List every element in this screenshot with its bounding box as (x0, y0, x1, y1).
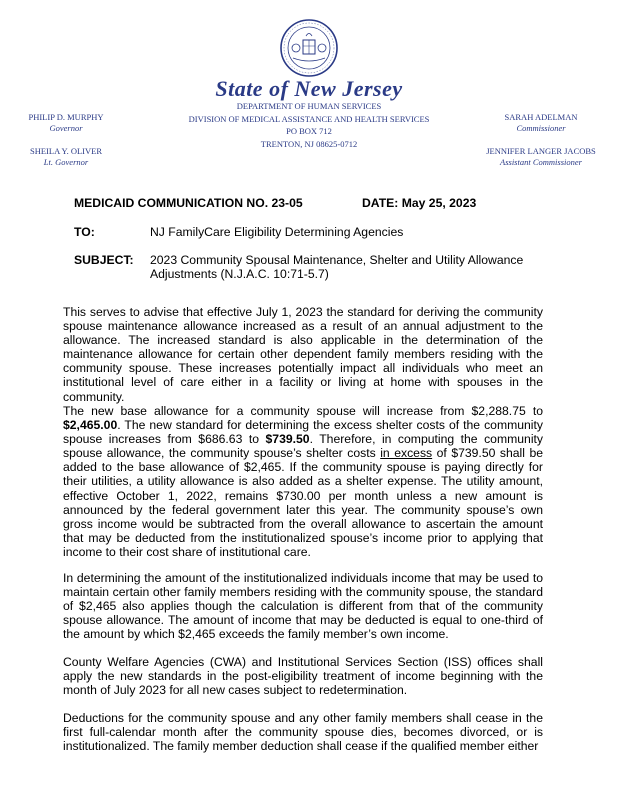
division-name: DIVISION OF MEDICAL ASSISTANCE AND HEALTH SERVICES (188, 113, 430, 124)
commissioner-name: SARAH ADELMAN (504, 112, 578, 122)
new-base-allowance: $2,465.00 (63, 418, 118, 433)
paragraph-1: This serves to advise that effective July 1, 2023 the standard for deriving the community spouse maintenance allowance increased as a result of an annual adjustment to the allowance. The increased standard is also applicable in the determination of the maintenance allowance for certain other dependent family members residing with the community spouse. These increases potentially impact all individuals who meet an institutional level of care either in a facility or living at home with spouses in the community. (63, 305, 543, 404)
to-value: NJ FamilyCare Eligibility Determining Agencies (150, 225, 404, 239)
governor-role: Governor (49, 123, 83, 133)
paragraph-2: The new base allowance for a community spouse will increase from $2,288.75 to $2,465.00. The new standard for determining the excess shelter costs of the community spouse increases from $686.63 to $739.50. Therefore, in computing the community spouse allowance, the community spouse’s shelter costs in excess of $739.50 shall be added to the base allowance of $2,465. If the community spouse is paying directly for their utilities, a utility allowance is also added as a shelter expense. The utility amount, effective October 1, 2022, remains $730.00 per month unless a new amount is announced by the federal government later this year. The community spouse’s own gross income would be subtracted from the overall allowance to ascertain the amount that may be deducted from the institutionalized spouse’s income prior to applying that income to their cost share of institutional care. (63, 404, 544, 559)
to-label: TO: (74, 225, 95, 239)
lt-governor-name: SHEILA Y. OLIVER (29, 146, 102, 156)
in-excess-text: in excess (380, 446, 433, 461)
po-box: PO BOX 712 (286, 126, 332, 137)
paragraph-3: In determining the amount of the institutionalized individuals income that may be used to maintain certain other family members residing with the community spouse, the standard of $2,465 also applies though the calculation is different from that of the community spouse allowance. The amount of income that may be deducted is equal to one-third of the amount by which $2,465 exceeds the family member’s own income. (63, 571, 543, 642)
paragraph-4: County Welfare Agencies (CWA) and Institutional Services Section (ISS) offices shall apply the new standards in the post-eligibility treatment of income beginning with the month of July 2023 for all new cases subject to redetermination. (63, 655, 543, 698)
subject-line-1: 2023 Community Spousal Maintenance, Shelter and Utility Allowance (150, 253, 524, 267)
governor-block (6, 112, 126, 168)
assistant-commissioner-role: Assistant Commissioner (500, 157, 582, 167)
state-name: State of New Jersey (215, 76, 403, 101)
department-name: DEPARTMENT OF HUMAN SERVICES (236, 101, 382, 111)
communication-number: MEDICAID COMMUNICATION NO. 23-05 (74, 196, 303, 210)
new-shelter-standard: $739.50 (265, 432, 310, 447)
department-address (150, 100, 468, 150)
assistant-commissioner-name: JENNIFER LANGER JACOBS (486, 146, 596, 156)
commissioner-block (470, 112, 612, 168)
paragraph-5: Deductions for the community spouse and any other family members shall cease in the first full-calendar month after the community spouse dies, becomes divorced, or is institutionalized. The family member deduction shall cease if the qualified member either (63, 711, 543, 754)
governor-name: PHILIP D. MURPHY (28, 112, 104, 122)
lt-governor-role: Lt. Governor (43, 157, 89, 167)
commissioner-role: Commissioner (516, 123, 566, 133)
subject-label: SUBJECT: (74, 253, 134, 267)
state-seal (279, 18, 339, 78)
subject-line-2: Adjustments (N.J.A.C. 10:71-5.7) (150, 267, 329, 281)
communication-date: DATE: May 25, 2023 (362, 196, 477, 210)
city-address: TRENTON, NJ 08625-0712 (260, 138, 358, 149)
